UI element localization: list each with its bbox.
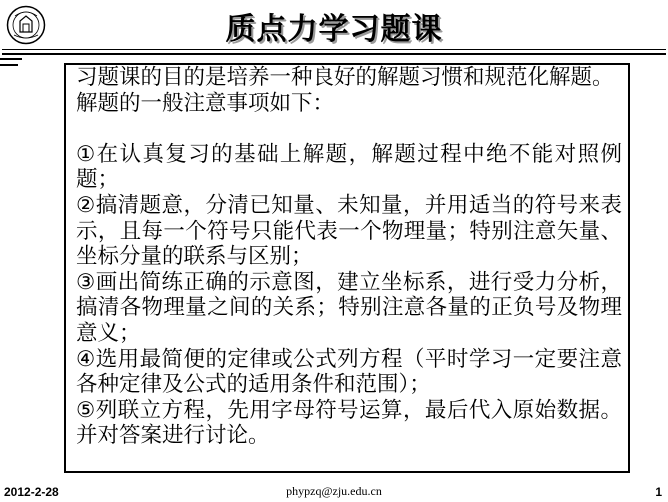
intro-line-2: 解题的一般注意事项如下： (76, 90, 335, 116)
footer-email: phypzq@zju.edu.cn (286, 484, 382, 498)
page-title: 质点力学习题课 (225, 12, 443, 47)
decorative-tick (0, 58, 22, 60)
spacer (76, 116, 622, 142)
intro-line-1: 习题课的目的是培养一种良好的解题习惯和规范化解题。 (76, 65, 614, 90)
footer-date: 2012-2-28 (4, 485, 59, 499)
header-divider-thin (2, 49, 666, 50)
item-1: ①在认真复习的基础上解题，解题过程中绝不能对照例题； (76, 141, 622, 193)
header-divider-thick (2, 53, 666, 55)
decorative-tick (0, 64, 18, 66)
page-number: 1 (655, 485, 662, 499)
item-5: ⑤列联立方程，先用字母符号运算，最后代入原始数据。并对答案进行讨论。 (76, 397, 622, 449)
item-3: ③画出简练正确的示意图，建立坐标系，进行受力分析，搞清各物理量之间的关系；特别注意各量的正负号及物理意义； (76, 269, 622, 346)
item-2: ②搞清题意，分清已知量、未知量，并用适当的符号来表示，且每一个符号只能代表一个物理量；特别注意矢量、坐标分量的联系与区别； (76, 192, 622, 270)
item-4: ④选用最简便的定律或公式列方程（平时学习一定要注意各种定律及公式的适用条件和范围）； (76, 346, 622, 398)
content-box (64, 63, 630, 473)
